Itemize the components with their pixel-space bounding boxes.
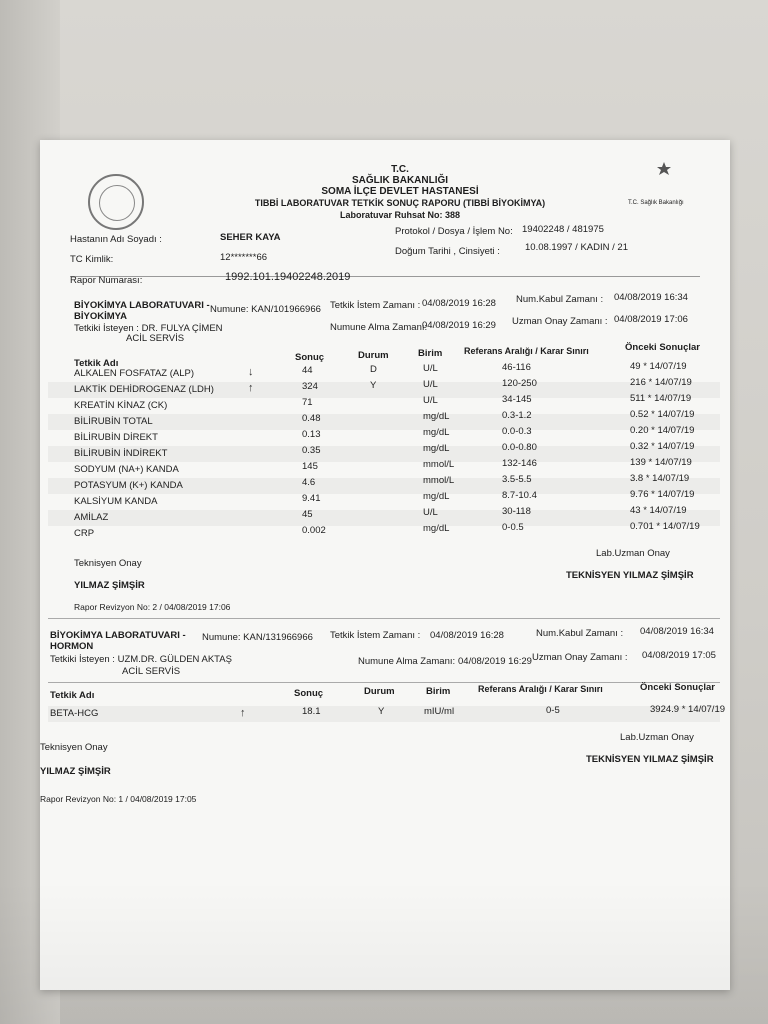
result-status: Y [378,705,385,717]
s1-kabul-value: 04/08/2019 16:34 [614,292,688,303]
result-unit: U/L [423,395,438,407]
s2-onay-value: 04/08/2019 17:05 [642,650,716,661]
result-value: 4.6 [302,476,316,488]
result-previous: 0.20 * 14/07/19 [630,424,695,436]
s2-service: ACİL SERVİS [122,666,181,677]
result-value: 71 [302,396,313,408]
s1-requester: Tetkiki İsteyen : DR. FULYA ÇİMEN [74,323,223,334]
header-ministry: SAĞLIK BAKANLIĞI [351,175,449,186]
s2-col-test: Tetkik Adı [50,690,95,701]
s2-kabul-label: Num.Kabul Zamanı : [536,628,624,639]
s1-alma-label: Numune Alma Zamanı: [330,322,428,333]
s1-onay-label: Uzman Onay Zamanı : [512,316,608,327]
s1-numune: Numune: KAN/101966966 [210,304,321,315]
result-row [40,472,730,496]
result-unit: mg/dL [423,427,450,439]
result-value: 45 [302,508,313,520]
result-unit: mg/dL [423,443,450,455]
birth-value: 10.08.1997 / KADIN / 21 [525,242,628,253]
ministry-crescent-logo-icon [640,160,690,220]
logo-caption: T.C. Sağlık Bakanlığı [628,200,684,206]
s2-kabul-value: 04/08/2019 16:34 [640,626,714,637]
result-unit: U/L [423,363,438,375]
header-report-title: TIBBİ LABORATUVAR TETKİK SONUÇ RAPORU (TIBBİ BİYOKİMYA) [254,198,546,208]
result-test-name: ALKALEN FOSFATAZ (ALP) [74,367,195,379]
result-previous: 3924.9 * 14/07/19 [650,704,726,716]
report-number-label: Rapor Numarası: [70,275,143,286]
s1-col-test: Tetkik Adı [74,358,119,369]
result-previous: 139 * 14/07/19 [630,456,692,468]
result-reference: 132-146 [502,458,537,470]
s2-alma-value: 04/08/2019 16:29 [458,656,532,667]
result-reference: 30-118 [502,506,531,518]
s2-alma-label: Numune Alma Zamanı: [358,656,456,667]
result-previous: 0.32 * 14/07/19 [630,440,695,452]
s1-lab-approval-label: Lab.Uzman Onay [596,548,670,559]
result-reference: 46-116 [502,362,531,374]
s1-istem-value: 04/08/2019 16:28 [422,298,496,309]
result-value: 0.002 [302,524,326,536]
tc-value: 12*******66 [220,252,268,263]
result-reference: 0-0.5 [502,522,524,534]
result-previous: 0.701 * 14/07/19 [630,520,700,532]
patient-name-value: SEHER KAYA [220,232,281,243]
result-reference: 120-250 [502,378,537,390]
result-status: Y [370,380,377,392]
result-unit: mmol/L [423,475,455,487]
result-row [40,520,730,544]
result-test-name: SODYUM (NA+) KANDA [74,463,179,475]
result-test-name: BETA-HCG [50,707,99,719]
s1-kabul-label: Num.Kabul Zamanı : [516,294,604,305]
row-shading [48,510,720,526]
patient-name-label: Hastanın Adı Soyadı : [70,234,162,245]
photo-shadow [0,880,768,1024]
result-test-name: POTASYUM (K+) KANDA [74,479,183,491]
result-value: 0.35 [302,444,321,456]
result-test-name: BİLİRUBİN İNDİREKT [74,447,168,459]
result-flag-arrow-icon: ↑ [240,706,246,719]
s1-col-result: Sonuç [295,352,325,363]
s2-lab-line1: BİYOKİMYA LABORATUVARI - [50,630,186,641]
result-row [40,376,730,400]
s2-col-unit: Birim [426,686,451,697]
birth-label: Doğum Tarihi , Cinsiyeti : [395,246,500,257]
ministry-seal-icon [88,174,144,230]
report-number-value: 1992.101.19402248.2019 [225,271,351,283]
s1-col-status: Durum [358,350,389,361]
result-unit: U/L [423,507,438,519]
s2-revision: Rapor Revizyon No: 1 / 04/08/2019 17:05 [40,794,197,804]
s2-onay-label: Uzman Onay Zamanı : [532,652,628,663]
result-unit: mIU/ml [424,705,455,717]
s2-numune: Numune: KAN/131966966 [202,632,313,643]
result-unit: U/L [423,379,438,391]
result-unit: mmol/L [423,459,455,471]
result-previous: 3.8 * 14/07/19 [630,472,690,484]
result-value: 145 [302,460,318,472]
result-flag-arrow-icon: ↓ [248,365,254,378]
result-previous: 0.52 * 14/07/19 [630,408,695,420]
s1-col-reference: Referans Aralığı / Karar Sınırı [464,346,589,356]
result-unit: mg/dL [423,411,450,423]
result-unit: mg/dL [423,491,450,503]
result-test-name: KALSİYUM KANDA [74,495,158,507]
s2-col-result: Sonuç [294,688,324,699]
result-reference: 3.5-5.5 [502,474,532,486]
s1-onay-value: 04/08/2019 17:06 [614,314,688,325]
s2-lab-approval-label: Lab.Uzman Onay [620,732,694,743]
result-test-name: CRP [74,527,95,539]
result-value: 324 [302,380,318,392]
s1-tech-approval-label: Teknisyen Onay [74,558,142,569]
protocol-value: 19402248 / 481975 [522,224,604,235]
result-previous: 9.76 * 14/07/19 [630,488,695,500]
result-row [40,704,730,724]
s2-istem-value: 04/08/2019 16:28 [430,630,504,641]
result-unit: mg/dL [423,523,450,535]
s2-tech-name: YILMAZ ŞİMŞİR [40,766,111,777]
s2-istem-label: Tetkik İstem Zamanı : [330,630,421,641]
protocol-label: Protokol / Dosya / İşlem No: [395,226,513,237]
result-reference: 0.0-0.80 [502,442,537,454]
result-test-name: BİLİRUBİN DİREKT [74,431,158,443]
result-value: 18.1 [302,706,321,718]
s1-lab-line2: BİYOKİMYA [74,311,127,322]
result-flag-arrow-icon: ↑ [248,381,254,394]
s2-requester: Tetkiki İsteyen : UZM.DR. GÜLDEN AKTAŞ [50,654,232,665]
tc-label: TC Kimlik: [70,254,114,265]
result-test-name: AMİLAZ [74,511,109,523]
result-value: 0.48 [302,412,321,424]
header-license: Laboratuvar Ruhsat No: 388 [339,210,461,220]
s2-col-previous: Önceki Sonuçlar [640,682,715,693]
header-hospital: SOMA İLÇE DEVLET HASTANESİ [321,186,479,197]
s2-col-status: Durum [364,686,395,697]
lab-report-paper [40,140,730,990]
result-value: 0.13 [302,428,321,440]
s1-col-previous: Önceki Sonuçlar [625,342,700,353]
result-reference: 0.0-0.3 [502,426,532,438]
result-value: 9.41 [302,492,321,504]
header-tc: T.C. [391,164,409,175]
result-row [40,440,730,464]
result-reference: 0-5 [546,704,560,716]
result-reference: 8.7-10.4 [502,490,537,502]
s1-istem-label: Tetkik İstem Zamanı : [330,300,421,311]
result-value: 44 [302,364,313,376]
result-status: D [370,364,377,376]
result-row [40,504,730,528]
s1-alma-value: 04/08/2019 16:29 [422,320,496,331]
result-test-name: KREATİN KİNAZ (CK) [74,399,168,411]
result-previous: 49 * 14/07/19 [630,360,687,372]
s1-revision: Rapor Revizyon No: 2 / 04/08/2019 17:06 [74,602,231,612]
result-previous: 511 * 14/07/19 [630,392,692,404]
s1-col-unit: Birim [418,348,443,359]
s1-tech-name: YILMAZ ŞİMŞİR [74,580,145,591]
result-previous: 43 * 14/07/19 [630,504,687,516]
s2-tech-approval-label: Teknisyen Onay [40,742,108,753]
result-previous: 216 * 14/07/19 [630,376,692,388]
s2-lab-name: TEKNİSYEN YILMAZ ŞİMŞİR [586,754,714,765]
s1-lab-name: TEKNİSYEN YILMAZ ŞİMŞİR [566,570,694,581]
s1-service: ACİL SERVİS [126,333,185,344]
result-reference: 34-145 [502,394,532,406]
result-test-name: LAKTİK DEHİDROGENAZ (LDH) [74,383,214,395]
s2-lab-line2: HORMON [50,641,94,652]
result-row [40,408,730,432]
result-reference: 0.3-1.2 [502,410,532,422]
s1-lab-line1: BİYOKİMYA LABORATUVARI - [74,300,210,311]
s2-col-reference: Referans Aralığı / Karar Sınırı [478,684,603,694]
result-test-name: BİLİRUBİN TOTAL [74,415,153,427]
